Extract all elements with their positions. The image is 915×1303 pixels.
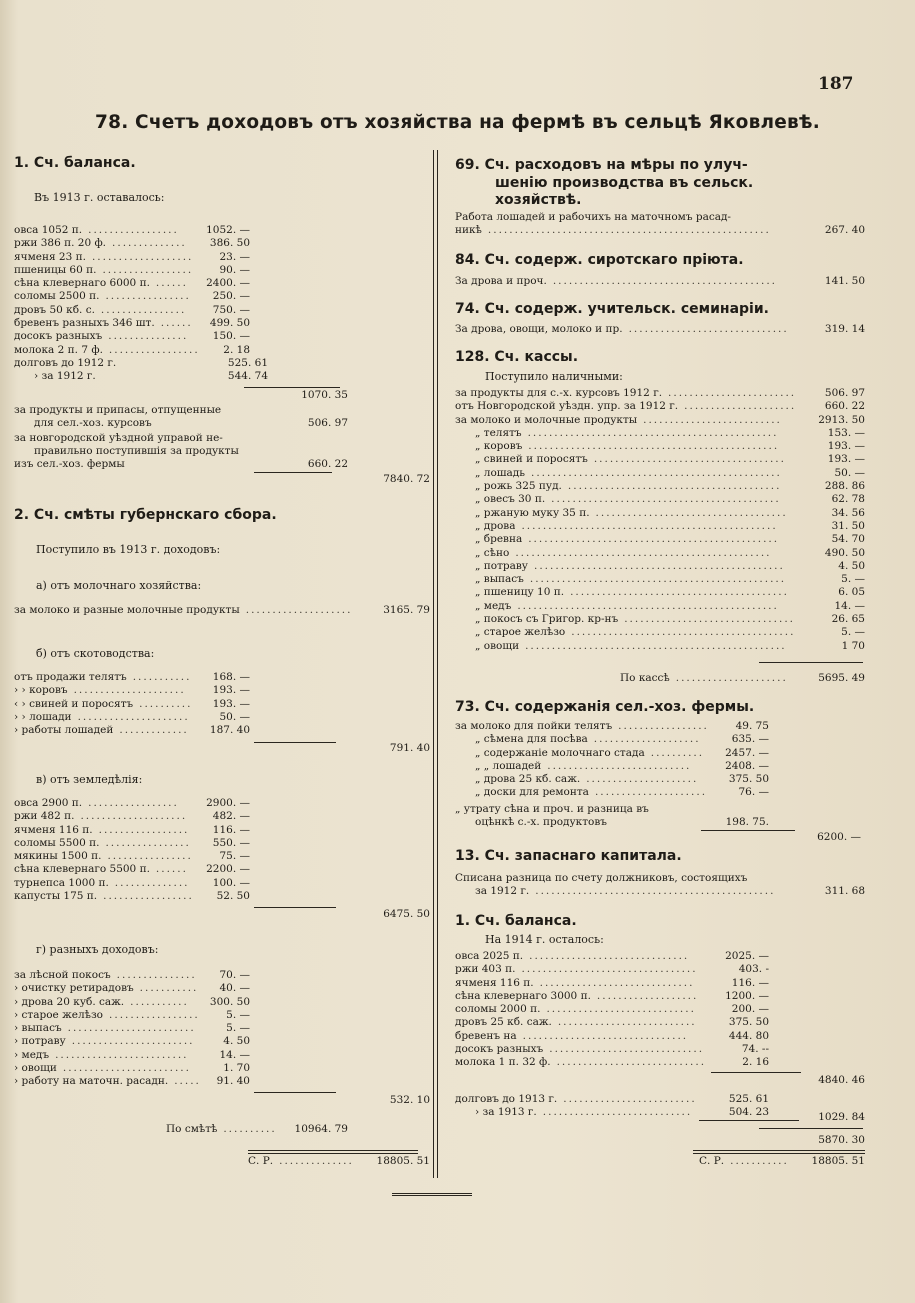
item-value: 200. —: [731, 1003, 769, 1016]
item-label: отъ продажи телятъ: [14, 671, 127, 683]
item-label: „ дрова: [475, 519, 516, 532]
item-label: › очистку ретирадовъ: [14, 982, 134, 995]
text-line: никѣ: [455, 224, 482, 236]
farm-expense-items: [455, 720, 865, 800]
item-value: 76. —: [738, 786, 769, 799]
item-value: 4. 50: [838, 559, 865, 572]
item-value: 1. 70: [223, 1062, 250, 1075]
divider: [759, 662, 863, 663]
value: 311. 68: [824, 885, 865, 897]
list-item: ............................................... „ лошадь 50. —: [475, 466, 865, 479]
subtotal: 1070. 35: [301, 389, 348, 401]
divider: [711, 1072, 801, 1073]
value: 660. 22: [307, 458, 348, 470]
balance-items: [14, 224, 430, 357]
subsection-heading: в) отъ земледѣлія:: [36, 773, 143, 786]
section-heading: 73. Сч. содержанія сел.-хоз. фермы.: [455, 699, 755, 715]
smeta-total: 10964. 79: [294, 1123, 348, 1135]
item-label: сѣна клевернаго 3000 п.: [455, 989, 591, 1002]
item-label: › потраву: [14, 1035, 66, 1048]
debt-label: долговъ до 1912 г.: [14, 357, 117, 369]
list-item: ..................... „ дрова 25 кб. саж. 375. 50: [475, 773, 769, 786]
item-label: › работу на маточн. расадн.: [14, 1075, 169, 1088]
right-column: 69. Сч. расходовъ на мѣры по улуч- шенію производства въ сельск. хозяйствѣ. Работа лошадей и рабочихъ на маточномъ расад- никѣ ..................................................... 267. 40 84. Сч. содерж. сиротскаго пріюта. За дрова и проч. .......................................... 141. 50 74. Сч. содерж. учительск. семинаріи. За дрова, овощи, молоко и пр. .............................. 319. 14 128. Сч. кассы. Поступило наличными: ........................ за продукты для с.-х. курсовъ 1912 г. 506. 97 ..................... отъ Новгородской уѣздн. упр. за 1912 г. 660. 22 .......................... за молоко и молочные продукты 2913. 50 ............................................... „ телятъ 153. — ............................................... „ коровъ 193. — .................................... „ свиней и поросятъ 193. — ............................................... „ лошадь 50. — ........................................ „ рожь 325 пуд. 288. 86 ........................................... „ овесъ 30 п. 62. 78 .................................... „ ржаную муку 35 п. 34. 56 ................................................ „ дрова 31. 50 ............................................... „ бревна 54. 70 ................................................ „ сѣно 490. 50 ............................................... „ потраву 4. 50 ................................................ „ выпасъ 5. — ......................................... „ пшеницу 10 п. 6. 05 ................................................. „ медъ 14. — ................................ „ покосъ съ Григор. кр-нъ 26. 65 .......................................... „ старое желѣзо 5. — ................................................. „ овощи 1 70 По кассѣ ..................... 5695. 49 73. Сч. содержанія сел.-хоз. фермы. ................. за молоко для пойки телятъ 49. 75 .................... „ сѣмена для посѣва 635. — .......... „ содержаніе молочнаго стада 2457. — ........................... „ „ лошадей 2408. — ..................... „ дрова 25 кб. саж. 375. 50 ..................... „ доски для ремонта 76. — „ утрату сѣна и проч. и разница въ оцѣнкѣ с.-х. продуктовъ 198. 75. 6200. — 13. Сч. запаснаго капитала. Списана разница по счету должниковъ, состоящихъ за 1912 г. ............................................. 311. 68 1. Сч. баланса. На 1914 г. осталось: .............................. овса 2025 п. 2025. — ................................. ржи 403 п. 403. - ............................. ячменя 116 п. 116. — ................... сѣна клевернаго 3000 п. 1200. — ............................ соломы 2000 п. 200. — .......................... дровъ 25 кб. саж. 375. 50 ............................... бревенъ на 444. 80 ............................. досокъ разныхъ 74. -- ............................ молока 1 п. 32 ф. 2. 16 4840. 46 долговъ до 1913 г. ......................... 525. 61 › за 1913 г. ............................ 504. 23 1029. 84 5870. 30 С. Р. ........... 18805. 51: [455, 157, 865, 1167]
balance-items: [455, 950, 865, 1070]
list-item: ................. овса 2900 п. 2900. —: [14, 797, 250, 809]
section-total: 7840. 72: [383, 473, 430, 485]
list-item: ................................................ „ дрова 31. 50: [475, 519, 865, 532]
item-value: 5. —: [841, 626, 865, 639]
list-item: ........... › дрова 20 куб. саж. 300. 50: [14, 995, 250, 1008]
total-label: По кассѣ: [620, 672, 670, 684]
item-label: соломы 2000 п.: [455, 1003, 541, 1016]
item-value: 49. 75: [735, 720, 769, 732]
item-value: 5. —: [226, 1022, 250, 1035]
list-item: ................................................ „ сѣно 490. 50: [475, 546, 865, 559]
item-value: 2913. 50: [818, 413, 865, 426]
item-value: 490. 50: [824, 546, 865, 559]
item-value: 193. —: [212, 684, 250, 697]
list-item: ................ соломы 5500 п. 550. —: [14, 836, 250, 849]
list-item: ................ мякины 1500 п. 75. —: [14, 850, 250, 863]
item-value: 2. 18: [223, 343, 250, 356]
list-item: ......................... › медъ 14. —: [14, 1048, 250, 1061]
subsection-heading: г) разныхъ доходовъ:: [36, 943, 159, 956]
left-column: 1. Сч. баланса. Въ 1913 г. оставалось: ................. овса 1052 п. 1052. — .............. ржи 386 п. 20 ф. 386. 50 ................... ячменя 23 п. 23. — ................. пшеницы 60 п. 90. — ...... сѣна клевернаго 6000 п. 2400. — ................ соломы 2500 п. 250. — ................ дровъ 50 кб. с. 750. — ...... бревенъ разныхъ 346 шт. 499. 50 ............... досокъ разныхъ 150. — ................. молока 2 п. 7 ф. 2. 18 долговъ до 1912 г. 525. 61 › за 1912 г. 544. 74 1070. 35 за продукты и припасы, отпущенные для сел.-хоз. курсовъ 506. 97 за новгородской уѣздной управой не- правильно поступившія за продукты изъ сел.-хоз. фермы 660. 22 7840. 72 2. Сч. смѣты губернскаго сбора. Поступило въ 1913 г. доходовъ: а) отъ молочнаго хозяйства: за молоко и разные молочные продукты .................... 3165. 79 б) отъ скотоводства: ........... отъ продажи телятъ 168. — ..................... › › коровъ 193. — .......... ‹ › свиней и поросятъ 193. — ..................... › › лошади 50. — ............. › работы лошадей 187. 40 791. 40 в) отъ земледѣлія: ................. овса 2900 п. 2900. — .................... ржи 482 п. 482. — ................. ячменя 116 п. 116. — ................ соломы 5500 п. 550. — ................ мякины 1500 п. 75. — ...... сѣна клевернаго 5500 п. 2200. — .............. турнепса 1000 п. 100. — ................. капусты 175 п. 52. 50 6475. 50 г) разныхъ доходовъ: ............... за лѣсной покосъ 70. — ........... › очистку ретирадовъ 40. — ........... › дрова 20 куб. саж. 300. 50 ................. › старое желѣзо 5. — ........................ › выпасъ 5. — ....................... › потраву 4. 50 ......................... › медъ 14. — ........................ › овощи 1. 70 ..... › работу на маточн. расадн. 91. 40 532. 10 По смѣтѣ .......... 10964. 79 С. Р. .............. 18805. 51: [14, 155, 430, 1167]
item-label: досокъ разныхъ: [14, 330, 103, 343]
list-item: .......................................... „ старое желѣзо 5. —: [475, 626, 865, 639]
subsection-total: 791. 40: [389, 742, 430, 754]
item-value: 40. —: [219, 982, 250, 995]
text-line: за новгородской уѣздной управой не-: [14, 432, 223, 444]
item-label: овса 2025 п.: [455, 950, 524, 962]
item-value: 4. 50: [223, 1035, 250, 1048]
item-value: 116. —: [731, 976, 769, 989]
list-item: ............................................... „ коровъ 193. —: [475, 440, 865, 453]
item-value: 2025. —: [725, 950, 769, 962]
item-value: 193. —: [827, 440, 865, 453]
item-value: 193. —: [827, 453, 865, 466]
value: 198. 75.: [725, 816, 769, 828]
item-label: „ сѣно: [475, 546, 510, 559]
item-label: „ медъ: [475, 599, 512, 612]
item-value: 90. —: [219, 263, 250, 276]
section-intro: Поступило наличными:: [485, 370, 623, 383]
section-intro: Въ 1913 г. оставалось:: [34, 191, 165, 204]
item-value: 635. —: [731, 733, 769, 746]
item-value: 50. —: [834, 466, 865, 479]
list-item: ..................... отъ Новгородской уѣздн. упр. за 1912 г. 660. 22: [455, 400, 865, 413]
item-label: дровъ 50 кб. с.: [14, 303, 95, 316]
item-label: „ бревна: [475, 533, 523, 546]
item-label: ржи 386 п. 20 ф.: [14, 237, 107, 250]
item-value: 2900. —: [206, 797, 250, 809]
debt-label: › за 1912 г.: [34, 370, 96, 383]
item-label: › › лошади: [14, 710, 72, 723]
item-label: за лѣсной покосъ: [14, 969, 111, 981]
item-label: дровъ 25 кб. саж.: [455, 1016, 552, 1029]
item-label: „ пшеницу 10 п.: [475, 586, 565, 599]
item-value: 250. —: [212, 290, 250, 303]
divider: [248, 1153, 418, 1154]
item-label: За дрова и проч.: [455, 275, 547, 287]
item-label: соломы 2500 п.: [14, 290, 100, 303]
item-value: 150. —: [212, 330, 250, 343]
text-line: Работа лошадей и рабочихъ на маточномъ расад-: [455, 211, 731, 223]
list-item: .................... „ сѣмена для посѣва 635. —: [475, 733, 769, 746]
list-item: ...... сѣна клевернаго 6000 п. 2400. —: [14, 277, 250, 290]
item-value: 6. 05: [838, 586, 865, 599]
item-label: пшеницы 60 п.: [14, 263, 97, 276]
item-value: 54. 70: [831, 533, 865, 546]
item-label: овса 2900 п.: [14, 797, 83, 809]
list-item: .......... ‹ › свиней и поросятъ 193. —: [14, 697, 250, 710]
item-label: „ ржаную муку 35 п.: [475, 506, 590, 519]
item-label: соломы 5500 п.: [14, 836, 100, 849]
list-item: .............. турнепса 1000 п. 100. —: [14, 876, 250, 889]
item-value: 141. 50: [824, 275, 865, 287]
item-label: ячменя 23 п.: [14, 250, 86, 263]
item-label: бревенъ на: [455, 1029, 517, 1042]
column-divider: [433, 150, 434, 1178]
item-value: 193. —: [212, 697, 250, 710]
section-heading: шенію производства въ сельск.: [495, 175, 754, 191]
debt-value: 544. 74: [227, 370, 268, 383]
item-label: „ „ лошадей: [475, 759, 542, 772]
debt-value: 525. 61: [227, 357, 268, 369]
item-label: ячменя 116 п.: [14, 823, 93, 836]
item-label: турнепса 1000 п.: [14, 876, 109, 889]
item-label: сѣна клевернаго 5500 п.: [14, 863, 150, 876]
item-label: › › коровъ: [14, 684, 68, 697]
text-line: правильно поступившія за продукты: [34, 445, 239, 457]
item-value: 1 70: [841, 639, 865, 652]
item-label: „ сѣмена для посѣва: [475, 733, 588, 746]
item-value: 386. 50: [209, 237, 250, 250]
list-item: ............................ соломы 2000 п. 200. —: [455, 1003, 769, 1016]
item-value: 499. 50: [209, 317, 250, 330]
item-label: ‹ › свиней и поросятъ: [14, 697, 134, 710]
item-value: 50. —: [219, 710, 250, 723]
item-value: 31. 50: [831, 519, 865, 532]
list-item: ................. за молоко для пойки телятъ 49. 75: [455, 720, 769, 732]
item-label: за молоко для пойки телятъ: [455, 720, 613, 732]
item-value: 1200. —: [725, 989, 769, 1002]
text-line: „ утрату сѣна и проч. и разница въ: [455, 803, 649, 815]
subsection-heading: б) отъ скотоводства:: [36, 647, 155, 660]
item-label: бревенъ разныхъ 346 шт.: [14, 317, 155, 330]
text-line: Списана разница по счету должниковъ, состоящихъ: [455, 872, 748, 884]
text-line: оцѣнкѣ с.-х. продуктовъ: [475, 816, 607, 828]
list-item: ............................................... „ бревна 54. 70: [475, 533, 865, 546]
section-heading: 1. Сч. баланса.: [14, 155, 136, 171]
item-value: 3165. 79: [383, 604, 430, 616]
list-item: .................................... „ свиней и поросятъ 193. —: [475, 453, 865, 466]
section-heading: 84. Сч. содерж. сиротскаго пріюта.: [455, 252, 744, 268]
subsection-total: 6475. 50: [383, 908, 430, 920]
list-item: ................. овса 1052 п. 1052. —: [14, 224, 250, 236]
item-label: за продукты для с.-х. курсовъ 1912 г.: [455, 387, 663, 399]
item-value: 5. —: [226, 1008, 250, 1021]
item-value: 74. --: [741, 1043, 769, 1056]
item-value: 403. -: [738, 963, 769, 976]
item-value: 288. 86: [824, 480, 865, 493]
divider: [248, 1150, 418, 1151]
section-heading: хозяйствѣ.: [495, 192, 582, 208]
list-item: ........................... „ „ лошадей 2408. —: [475, 759, 769, 772]
value: 506. 97: [307, 417, 348, 429]
list-item: ............................ молока 1 п. 32 ф. 2. 16: [455, 1056, 769, 1069]
subsection-heading: а) отъ молочнаго хозяйства:: [36, 579, 202, 592]
text-line: изъ сел.-хоз. фермы: [14, 458, 125, 470]
section-heading: 69. Сч. расходовъ на мѣры по улуч-: [455, 157, 748, 173]
debt-label: › за 1913 г.: [475, 1106, 537, 1119]
list-item: ........... › очистку ретирадовъ 40. —: [14, 982, 250, 995]
list-item: ............................. досокъ разныхъ 74. --: [455, 1043, 769, 1056]
list-item: ................................ „ покосъ съ Григор. кр-нъ 26. 65: [475, 613, 865, 626]
list-item: ................. молока 2 п. 7 ф. 2. 18: [14, 343, 250, 356]
divider: [693, 1153, 865, 1154]
item-value: 116. —: [212, 823, 250, 836]
value: 267. 40: [824, 224, 865, 236]
list-item: ............. › работы лошадей 187. 40: [14, 724, 250, 737]
page-title: 78. Счетъ доходовъ отъ хозяйства на фермѣ въ сельцѣ Яковлевѣ.: [95, 112, 820, 133]
item-label: › выпасъ: [14, 1022, 62, 1035]
item-value: 2408. —: [725, 759, 769, 772]
item-value: 300. 50: [209, 995, 250, 1008]
list-item: ................................................. „ медъ 14. —: [475, 599, 865, 612]
list-item: ............................................... „ телятъ 153. —: [475, 426, 865, 439]
item-value: 153. —: [827, 426, 865, 439]
item-label: › дрова 20 куб. саж.: [14, 995, 125, 1008]
item-value: 5. —: [841, 573, 865, 586]
item-value: 2200. —: [206, 863, 250, 876]
list-item: ............... за лѣсной покосъ 70. —: [14, 969, 250, 981]
grand-total: 18805. 51: [376, 1155, 430, 1167]
list-item: ..................... › › лошади 50. —: [14, 710, 250, 723]
debt-label: долговъ до 1913 г.: [455, 1093, 558, 1105]
text-line: для сел.-хоз. курсовъ: [34, 417, 152, 429]
item-value: 2457. —: [725, 746, 769, 759]
section-total: 5870. 30: [818, 1134, 865, 1146]
item-value: 506. 97: [824, 387, 865, 399]
item-value: 482. —: [212, 810, 250, 823]
item-value: 26. 65: [831, 613, 865, 626]
farming-items: [14, 797, 430, 903]
list-item: ......................................... „ пшеницу 10 п. 6. 05: [475, 586, 865, 599]
list-item: ................ соломы 2500 п. 250. —: [14, 290, 250, 303]
list-item: ........................................... „ овесъ 30 п. 62. 78: [475, 493, 865, 506]
section-heading: 1. Сч. баланса.: [455, 913, 577, 929]
item-label: отъ Новгородской уѣздн. упр. за 1912 г.: [455, 400, 679, 413]
item-label: › работы лошадей: [14, 724, 114, 737]
section-heading: 128. Сч. кассы.: [455, 349, 579, 365]
item-value: 62. 78: [831, 493, 865, 506]
item-value: 187. 40: [209, 724, 250, 737]
item-value: 52. 50: [216, 890, 250, 903]
cash-items: [455, 387, 865, 653]
list-item: ....................... › потраву 4. 50: [14, 1035, 250, 1048]
list-item: ................................. ржи 403 п. 403. -: [455, 963, 769, 976]
list-item: ........................ › овощи 1. 70: [14, 1062, 250, 1075]
list-item: ................. › старое желѣзо 5. —: [14, 1008, 250, 1021]
list-item: ........................ › выпасъ 5. —: [14, 1022, 250, 1035]
list-item: ..................... „ доски для ремонта 76. —: [475, 786, 769, 799]
list-item: ................. пшеницы 60 п. 90. —: [14, 263, 250, 276]
subsection-total: 532. 10: [389, 1094, 430, 1106]
item-label: овса 1052 п.: [14, 224, 83, 236]
list-item: ................... ячменя 23 п. 23. —: [14, 250, 250, 263]
list-item: .......... „ содержаніе молочнаго стада 2457. —: [475, 746, 769, 759]
item-value: 2. 16: [742, 1056, 769, 1069]
list-item: .................................... „ ржаную муку 35 п. 34. 56: [475, 506, 865, 519]
list-item: ........... отъ продажи телятъ 168. —: [14, 671, 250, 683]
item-value: 75. —: [219, 850, 250, 863]
item-label: мякины 1500 п.: [14, 850, 102, 863]
item-label: › медъ: [14, 1048, 50, 1061]
divider: [254, 1092, 336, 1093]
item-label: „ лошадь: [475, 466, 525, 479]
item-label: сѣна клевернаго 6000 п.: [14, 277, 150, 290]
list-item: ............................. ячменя 116 п. 116. —: [455, 976, 769, 989]
item-label: за молоко и молочные продукты: [455, 413, 638, 426]
item-label: „ дрова 25 кб. саж.: [475, 773, 581, 786]
subtotal: 1029. 84: [818, 1111, 865, 1123]
column-divider: [437, 150, 438, 1178]
item-label: „ содержаніе молочнаго стада: [475, 746, 645, 759]
list-item: ...... сѣна клевернаго 5500 п. 2200. —: [14, 863, 250, 876]
item-value: 2400. —: [206, 277, 250, 290]
item-label: „ овесъ 30 п.: [475, 493, 546, 506]
misc-items: [14, 969, 430, 1089]
divider: [693, 1150, 865, 1151]
bottom-rule: [392, 1193, 472, 1196]
item-label: молока 1 п. 32 ф.: [455, 1056, 551, 1069]
divider: [759, 1128, 863, 1129]
item-value: 1052. —: [206, 224, 250, 236]
list-item: ..... › работу на маточн. расадн. 91. 40: [14, 1075, 250, 1088]
text-line: за продукты и припасы, отпущенные: [14, 404, 222, 416]
list-item: .................... ржи 482 п. 482. —: [14, 810, 250, 823]
item-label: досокъ разныхъ: [455, 1043, 544, 1056]
item-value: 168. —: [212, 671, 250, 683]
list-item: ................ дровъ 50 кб. с. 750. —: [14, 303, 250, 316]
list-item: ........................ за продукты для с.-х. курсовъ 1912 г. 506. 97: [455, 387, 865, 399]
text-line: за 1912 г.: [475, 885, 530, 897]
item-label: ржи 482 п.: [14, 810, 75, 823]
item-value: 14. —: [834, 599, 865, 612]
debt-value: 525. 61: [728, 1093, 769, 1105]
section-total: 6200. —: [817, 831, 861, 843]
list-item: .......................... за молоко и молочные продукты 2913. 50: [455, 413, 865, 426]
debt-value: 504. 23: [728, 1106, 769, 1119]
section-heading: 2. Сч. смѣты губернскаго сбора.: [14, 507, 277, 523]
item-label: „ покосъ съ Григор. кр-нъ: [475, 613, 619, 626]
item-label: ржи 403 п.: [455, 963, 516, 976]
sr-label: С. Р.: [699, 1155, 725, 1167]
item-label: „ доски для ремонта: [475, 786, 589, 799]
item-value: 550. —: [212, 836, 250, 849]
item-label: „ овощи: [475, 639, 520, 652]
item-label: капусты 175 п.: [14, 890, 98, 903]
section-total: 5695. 49: [818, 672, 865, 684]
list-item: ................... сѣна клевернаго 3000 п. 1200. —: [455, 989, 769, 1002]
list-item: ...... бревенъ разныхъ 346 шт. 499. 50: [14, 317, 250, 330]
item-value: 319. 14: [824, 323, 865, 335]
list-item: ............................... бревенъ на 444. 80: [455, 1029, 769, 1042]
sr-label: С. Р.: [248, 1155, 274, 1167]
item-label: „ свиней и поросятъ: [475, 453, 588, 466]
item-label: ячменя 116 п.: [455, 976, 534, 989]
subtotal: 4840. 46: [818, 1074, 865, 1086]
section-intro: На 1914 г. осталось:: [485, 933, 604, 946]
item-value: 375. 50: [728, 773, 769, 786]
section-heading: 13. Сч. запаснаго капитала.: [455, 848, 682, 864]
item-value: 91. 40: [216, 1075, 250, 1088]
page-number: 187: [818, 74, 854, 94]
list-item: ................. капусты 175 п. 52. 50: [14, 890, 250, 903]
item-value: 444. 80: [728, 1029, 769, 1042]
list-item: ........................................ „ рожь 325 пуд. 288. 86: [475, 480, 865, 493]
list-item: .............. ржи 386 п. 20 ф. 386. 50: [14, 237, 250, 250]
item-label: „ коровъ: [475, 440, 523, 453]
item-label: „ выпасъ: [475, 573, 524, 586]
item-label: „ потраву: [475, 559, 528, 572]
item-value: 100. —: [212, 876, 250, 889]
list-item: ................. ячменя 116 п. 116. —: [14, 823, 250, 836]
item-label: › овощи: [14, 1062, 57, 1075]
item-value: 750. —: [212, 303, 250, 316]
divider: [244, 387, 340, 388]
list-item: ............................................... „ потраву 4. 50: [475, 559, 865, 572]
section-intro: Поступило въ 1913 г. доходовъ:: [36, 543, 221, 556]
item-value: 375. 50: [728, 1016, 769, 1029]
list-item: .............................. овса 2025 п. 2025. —: [455, 950, 769, 962]
item-value: 23. —: [219, 250, 250, 263]
list-item: ................................................ „ выпасъ 5. —: [475, 573, 865, 586]
list-item: ................................................. „ овощи 1 70: [475, 639, 865, 652]
list-item: ............... досокъ разныхъ 150. —: [14, 330, 250, 343]
item-label: „ телятъ: [475, 426, 522, 439]
item-value: 34. 56: [831, 506, 865, 519]
item-label: молока 2 п. 7 ф.: [14, 343, 103, 356]
item-value: 14. —: [219, 1048, 250, 1061]
section-heading: 74. Сч. содерж. учительск. семинаріи.: [455, 301, 769, 317]
smeta-label: По смѣтѣ: [166, 1123, 218, 1135]
item-label: За дрова, овощи, молоко и пр.: [455, 323, 623, 335]
list-item: .......................... дровъ 25 кб. саж. 375. 50: [455, 1016, 769, 1029]
item-value: 660. 22: [824, 400, 865, 413]
grand-total: 18805. 51: [811, 1155, 865, 1167]
item-label: „ рожь 325 пуд.: [475, 480, 562, 493]
livestock-items: [14, 671, 430, 737]
list-item: ..................... › › коровъ 193. —: [14, 684, 250, 697]
item-label: „ старое желѣзо: [475, 626, 566, 639]
item-value: 70. —: [219, 969, 250, 981]
item-label: › старое желѣзо: [14, 1008, 104, 1021]
item-label: за молоко и разные молочные продукты: [14, 604, 240, 616]
